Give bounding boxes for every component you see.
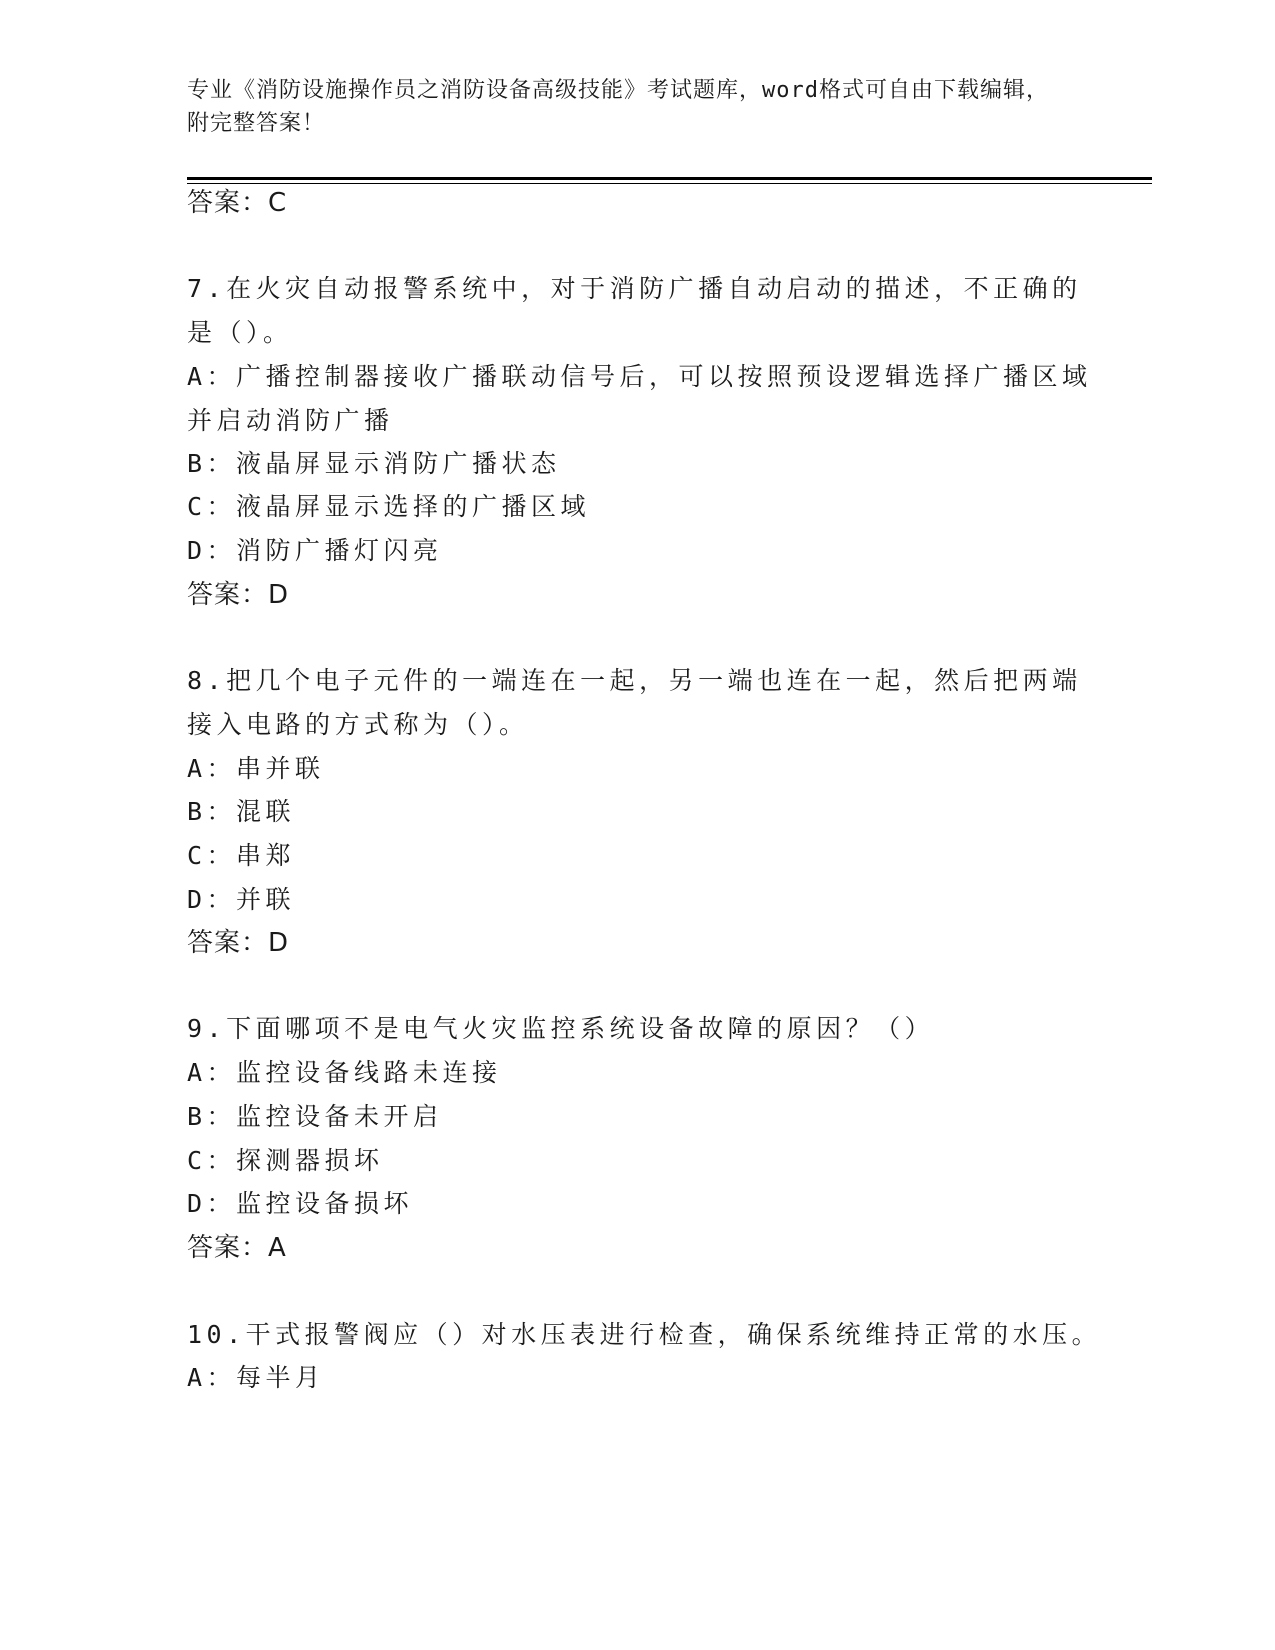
question-8-answer: 答案：D bbox=[187, 928, 290, 958]
question-9-text-line-1: 9.下面哪项不是电气火灾监控系统设备故障的原因？（） bbox=[187, 1014, 935, 1043]
question-9-option-d: D：监控设备损坏 bbox=[187, 1189, 414, 1218]
question-7-option-a-line-1: A：广播控制器接收广播联动信号后，可以按照预设逻辑选择广播区域 bbox=[187, 362, 1092, 391]
question-10-text-line-1: 10.干式报警阀应（）对水压表进行检查，确保系统维持正常的水压。 bbox=[187, 1320, 1102, 1349]
question-9-option-a: A：监控设备线路未连接 bbox=[187, 1058, 502, 1087]
question-7-option-c: C：液晶屏显示选择的广播区域 bbox=[187, 492, 591, 521]
previous-answer: 答案：C bbox=[187, 188, 288, 218]
question-8-option-b: B：混联 bbox=[187, 797, 296, 826]
question-8-option-d: D：并联 bbox=[187, 885, 296, 914]
question-8-option-a: A：串并联 bbox=[187, 754, 325, 783]
question-7-text-line-1: 7.在火灾自动报警系统中，对于消防广播自动启动的描述，不正确的 bbox=[187, 274, 1082, 303]
question-7-option-b: B：液晶屏显示消防广播状态 bbox=[187, 449, 561, 478]
question-7-option-d: D：消防广播灯闪亮 bbox=[187, 536, 443, 565]
question-7-answer: 答案：D bbox=[187, 580, 290, 610]
question-9-option-b: B：监控设备未开启 bbox=[187, 1102, 443, 1131]
question-8-text-line-2: 接入电路的方式称为（）。 bbox=[187, 710, 529, 739]
question-9-option-c: C：探测器损坏 bbox=[187, 1146, 384, 1175]
question-7-text-line-2: 是（）。 bbox=[187, 318, 293, 347]
document-header: 专业《消防设施操作员之消防设备高级技能》考试题库，word格式可自由下载编辑，附完整答案！ bbox=[187, 78, 1049, 136]
question-9-answer: 答案：A bbox=[187, 1233, 287, 1263]
header-divider-thin bbox=[187, 183, 1152, 184]
question-7-option-a-line-2: 并启动消防广播 bbox=[187, 406, 394, 435]
question-10-option-a: A：每半月 bbox=[187, 1363, 325, 1392]
question-8-text-line-1: 8.把几个电子元件的一端连在一起，另一端也连在一起，然后把两端 bbox=[187, 666, 1082, 695]
question-8-option-c: C：串郑 bbox=[187, 841, 296, 870]
header-divider-thick bbox=[187, 177, 1152, 180]
